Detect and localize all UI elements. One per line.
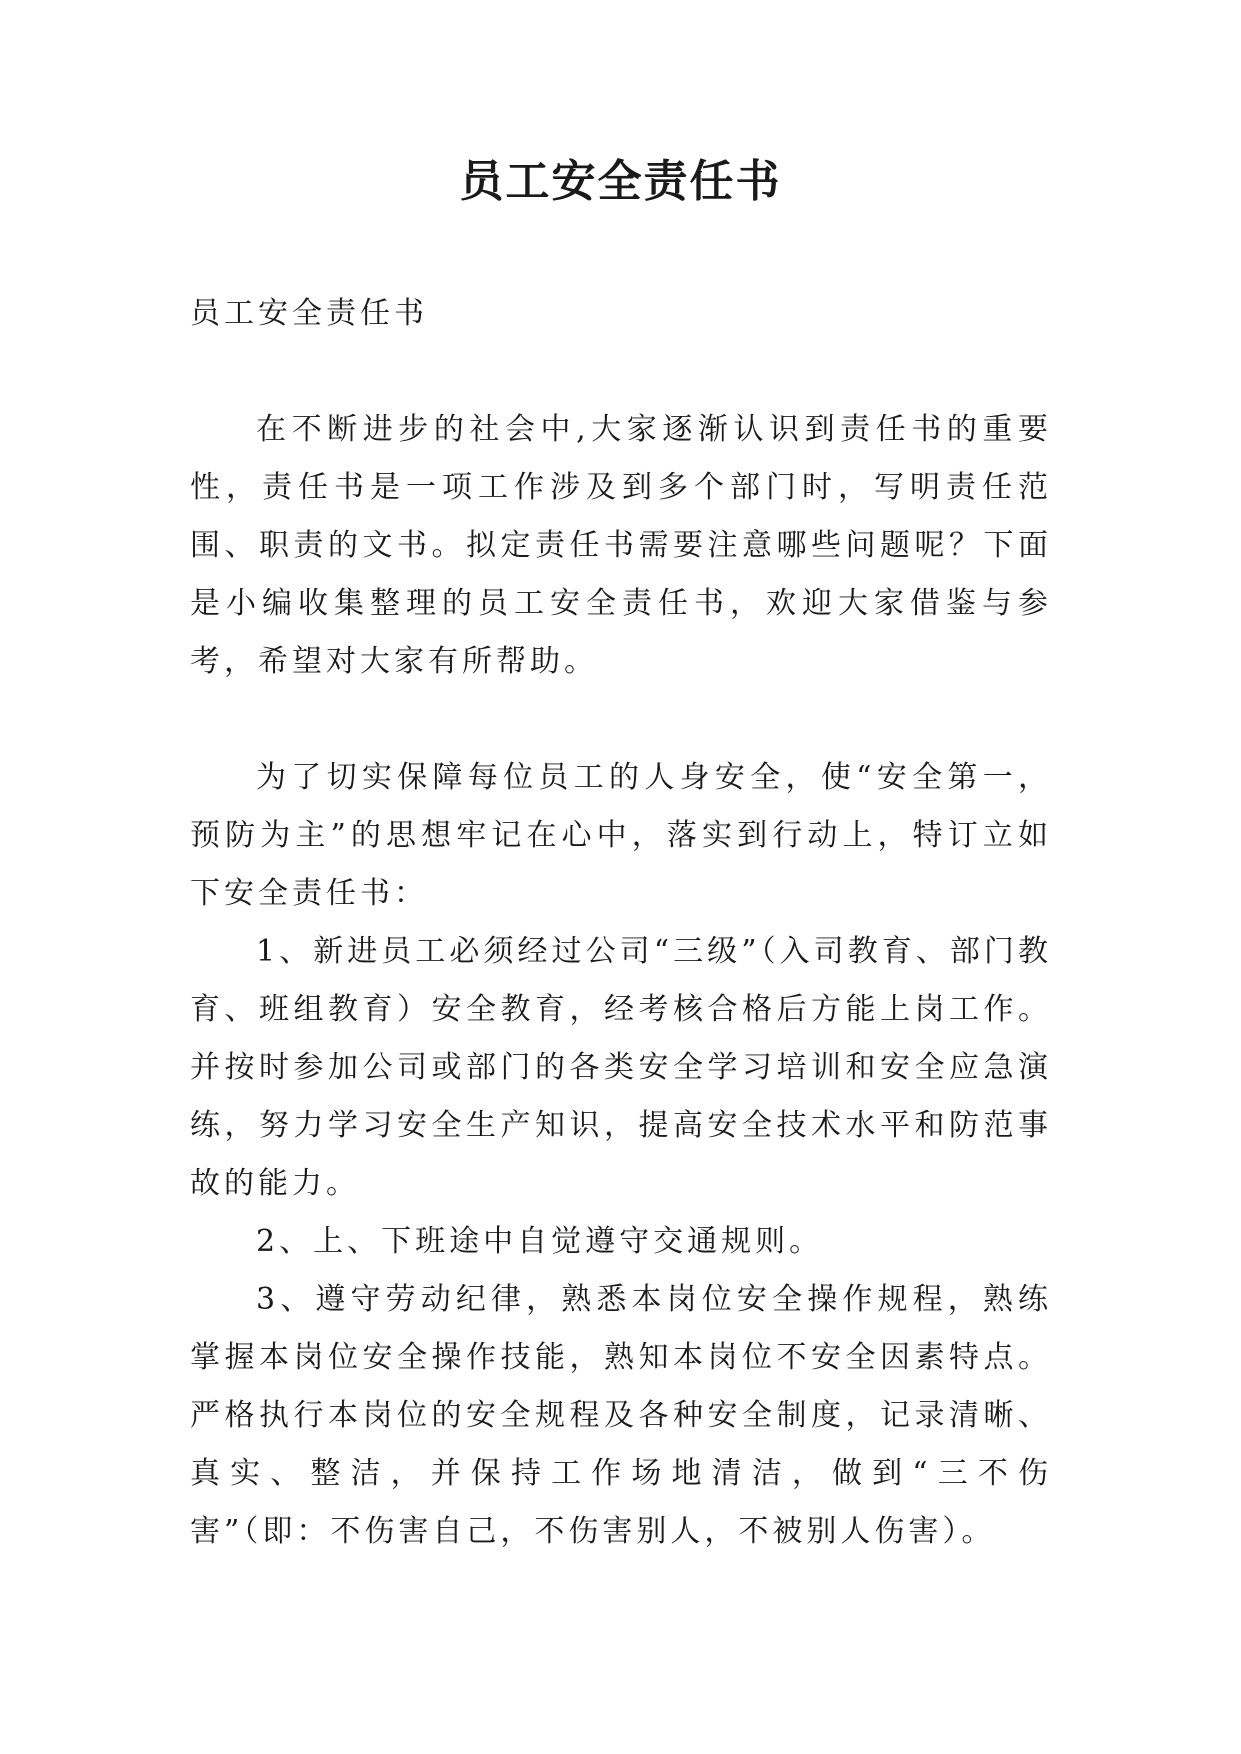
document-body (190, 285, 1052, 1561)
clause-2-paragraph: 2、上、下班途中自觉遵守交通规则。 (256, 1224, 824, 1259)
document-title: 员工安全责任书 (459, 156, 782, 207)
clause-3-paragraph: 3、遵守劳动纪律，熟悉本岗位安全操作规程，熟练掌握本岗位安全操作技能，熟知本岗位不安全因素特点。严格执行本岗位的安全规程及各种安全制度，记录清晰、真实、整洁，并保持工作场地清洁，做到“三不伤害”（即：不伤害自己，不伤害别人，不被别人伤害）。 (190, 1282, 1052, 1549)
preamble-paragraph: 为了切实保障每位员工的人身安全，使“安全第一，预防为主”的思想牢记在心中，落实到行动上，特订立如下安全责任书： (190, 760, 1052, 911)
clause-1-paragraph: 1、新进员工必须经过公司“三级”（入司教育、部门教育、班组教育）安全教育，经考核合格后方能上岗工作。并按时参加公司或部门的各类安全学习培训和安全应急演练，努力学习安全生产知识，提高安全技术水平和防范事故的能力。 (190, 934, 1052, 1201)
intro-paragraph: 在不断进步的社会中,大家逐渐认识到责任书的重要性，责任书是一项工作涉及到多个部门时，写明责任范围、职责的文书。拟定责任书需要注意哪些问题呢？下面是小编收集整理的员工安全责任书，欢迎大家借鉴与参考，希望对大家有所帮助。 (190, 412, 1052, 679)
document-subtitle: 员工安全责任书 (190, 296, 428, 331)
